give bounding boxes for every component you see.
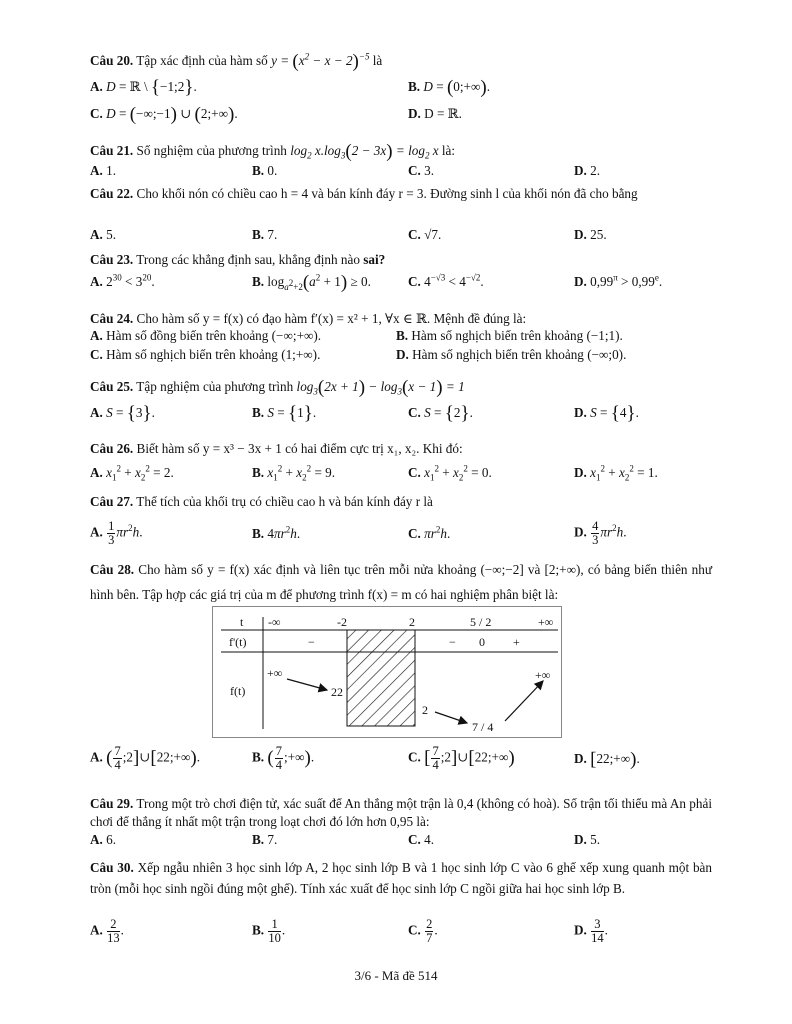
option-c[interactable]: C. $\pi r^2h$. (408, 524, 451, 541)
option-c[interactable]: C. $4^{-√3} < 4^{-√2}$. (408, 272, 484, 289)
option-c[interactable]: C. [ $\frac{7}{4}$ ;2]∪[22;+∞) (408, 744, 515, 772)
option-c[interactable]: C. D = (−∞;−1) ∪ (2;+∞). (90, 104, 238, 125)
option-c[interactable]: C. S = {2}. (408, 403, 473, 424)
option-b[interactable]: B. ( $\frac{7}{4}$ ;+∞). (252, 744, 315, 772)
option-b[interactable]: B. 0. (252, 163, 278, 178)
question-23: Câu 23. Trong các khẳng định sau, khẳng định nào sai? (90, 252, 386, 267)
math-formula: $\log_2 x.\log_3(2 - 3x) = \log_2 x$ (290, 141, 439, 162)
page-footer: 3/6 - Mã đề 514 (354, 968, 438, 983)
option-b[interactable]: B. Hàm số nghịch biến trên khoảng (−1;1). (396, 328, 623, 343)
option-a[interactable]: A. 6. (90, 832, 117, 847)
option-b[interactable]: B. 7. (252, 832, 278, 847)
option-d[interactable]: D. $0,99^\pi > 0,99^e$. (574, 272, 663, 289)
answer-options (90, 79, 712, 99)
question-26: Câu 26. Biết hàm số y = x³ − 3x + 1 có hai điểm cực trị x₁, x₂. Khi đó: (90, 441, 463, 456)
option-c[interactable]: C. 3. (408, 163, 435, 178)
row-label-t: t (240, 615, 244, 629)
decrease-arrow (287, 679, 327, 690)
answer-options (90, 520, 712, 552)
zero: 0 (479, 635, 485, 649)
answer-options (90, 347, 712, 367)
answer-options (90, 328, 712, 348)
option-d[interactable]: D. 2. (574, 163, 601, 178)
option-d[interactable]: D. $\frac{4}{3}$ $\pi r^2h$. (574, 519, 627, 547)
option-b[interactable]: B. S = {1}. (252, 403, 317, 424)
question-28: Câu 28. Cho hàm số y = f(x) xác định và liên tục trên mỗi nửa khoảng (−∞;−2] và [2;+∞), có bảng biến thiên như hình bên. Tập hợp các giá trị của m để phương trình f(x) = m có hai nghiệm phân biệt là: (90, 562, 713, 602)
option-d[interactable]: D. S = {4}. (574, 403, 639, 424)
answer-options (90, 106, 712, 126)
answer-options (90, 274, 712, 294)
x-value: -2 (337, 615, 347, 629)
decrease-arrow (435, 712, 467, 723)
option-a[interactable]: A. D = ℝ \ {−1;2}. (90, 77, 197, 98)
option-d[interactable]: D. 25. (574, 227, 607, 242)
option-c[interactable]: C. Hàm số nghịch biến trên khoảng (1;+∞). (90, 347, 321, 362)
question-number: Câu 20. (90, 53, 134, 68)
option-b[interactable]: B. $\log_{a^2+2}(a^2 + 1) \ge 0$. (252, 272, 371, 293)
question-29: Câu 29. Trong một trò chơi điện tử, xác suất để An thắng một trận là 0,4 (không có hoà). Số trận tối thiểu mà An phải chơi để thắng ít nhất một trận trong loạt chơi đó lớn hơn 0,95 là: (90, 796, 713, 829)
option-d[interactable]: D. $\frac{3}{14}$ . (574, 917, 608, 945)
sign: − (308, 635, 315, 649)
f-value: 7 / 4 (472, 720, 494, 734)
sign: − (449, 635, 456, 649)
option-c[interactable]: C. 4. (408, 832, 435, 847)
option-b[interactable]: B. $\frac{1}{10}$ . (252, 917, 286, 945)
answer-options (90, 832, 712, 852)
sign: + (513, 635, 520, 649)
f-value: +∞ (535, 668, 551, 682)
option-a[interactable]: A. 1. (90, 163, 117, 178)
hatched-region (347, 630, 415, 726)
option-a[interactable]: A. $x_1^2 + x_2^2 = 2$. (90, 463, 174, 483)
x-value: 2 (409, 615, 415, 629)
option-d[interactable]: D. D = ℝ. (408, 106, 462, 121)
question-30: Câu 30. Xếp ngẫu nhiên 3 học sinh lớp A, 2 học sinh lớp B và 1 học sinh lớp C vào 6 ghế xếp xung quanh một bàn tròn (mỗi học sinh ngồi đúng một ghế). Tính xác xuất để học sinh lớp C ngồi giữa hai học sinh lớp B. (90, 860, 713, 896)
option-d[interactable]: D. $x_1^2 + x_2^2 = 1$. (574, 463, 658, 483)
option-c[interactable]: C. √7. (408, 227, 442, 242)
answer-options (90, 163, 712, 183)
option-c[interactable]: C. $x_1^2 + x_2^2 = 0$. (408, 463, 492, 483)
question-22: Câu 22. Cho khối nón có chiều cao h = 4 và bán kính đáy r = 3. Đường sinh l của khối nón đã cho bằng (90, 186, 638, 201)
option-a[interactable]: A. 5. (90, 227, 117, 242)
answer-options (90, 227, 712, 247)
row-label-fprime: f'(t) (229, 635, 247, 649)
x-value: +∞ (538, 615, 554, 629)
option-a[interactable]: A. $2^{30} < 3^{20}$. (90, 272, 155, 289)
answer-options (90, 745, 712, 779)
option-a[interactable]: A. $\frac{2}{13}$ . (90, 917, 124, 945)
f-value: 2 (422, 703, 428, 717)
question-25: Câu 25. Tập nghiệm của phương trình $\log_3(2x + 1) - \log_3(x - 1) = 1$ (90, 377, 465, 398)
answer-options (90, 405, 712, 425)
option-a[interactable]: A. S = {3}. (90, 403, 155, 424)
x-value: -∞ (268, 615, 281, 629)
option-d[interactable]: D. 5. (574, 832, 601, 847)
f-value: 22 (331, 685, 343, 699)
option-b[interactable]: B. $4\pi r^2h$. (252, 524, 301, 541)
option-c[interactable]: C. $\frac{2}{7}$ . (408, 917, 438, 945)
increase-arrow (505, 681, 543, 721)
question-24: Câu 24. Cho hàm số y = f(x) có đạo hàm f′(x) = x² + 1, ∀x ∈ ℝ. Mệnh đề đúng là: (90, 311, 527, 326)
option-b[interactable]: B. $x_1^2 + x_2^2 = 9$. (252, 463, 336, 483)
option-a[interactable]: A. $\frac{1}{3}$ $\pi r^2h$. (90, 519, 143, 547)
option-d[interactable]: D. [22;+∞). (574, 749, 640, 770)
question-20: Câu 20. Tập xác định của hàm số $y = (x^2 - x - 2)^{-5}$ là (90, 51, 383, 72)
question-27: Câu 27. Thể tích của khối trụ có chiều cao h và bán kính đáy r là (90, 494, 433, 509)
option-d[interactable]: D. Hàm số nghịch biến trên khoảng (−∞;0). (396, 347, 627, 362)
math-formula: $y = (x^2 - x - 2)^{-5}$ (271, 51, 370, 72)
x-value: 5 / 2 (470, 615, 492, 629)
option-b[interactable]: B. D = (0;+∞). (408, 77, 491, 98)
option-a[interactable]: A. ( $\frac{7}{4}$ ;2]∪[22;+∞). (90, 744, 201, 772)
question-21: Câu 21. Số nghiệm của phương trình $\log_2 x.\log_3(2 - 3x) = \log_2 x$ là: (90, 141, 456, 162)
row-label-f: f(t) (230, 684, 246, 698)
option-a[interactable]: A. Hàm số đồng biến trên khoảng (−∞;+∞). (90, 328, 322, 343)
f-value: +∞ (267, 666, 283, 680)
math-formula: $\log_3(2x + 1) - \log_3(x - 1) = 1$ (296, 377, 465, 398)
answer-options (90, 465, 712, 485)
answer-options (90, 918, 712, 954)
option-b[interactable]: B. 7. (252, 227, 278, 242)
variation-table (212, 606, 562, 738)
